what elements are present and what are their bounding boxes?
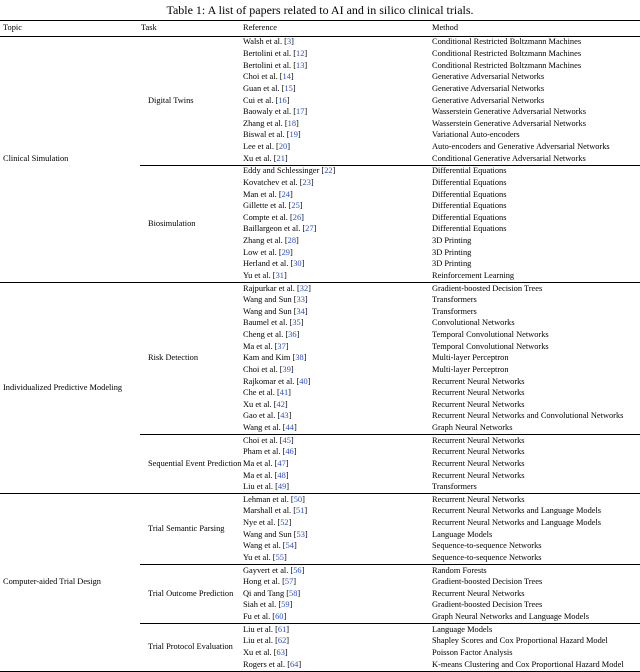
reference-text: Herland et al. [ — [243, 259, 294, 269]
reference-bracket: ] — [285, 470, 289, 480]
method-cell: 3D Printing — [432, 259, 472, 269]
citation-link[interactable]: 15 — [284, 83, 293, 93]
citation-link[interactable]: 46 — [285, 447, 294, 457]
method-cell: Recurrent Neural Networks — [432, 494, 525, 504]
reference-text: Wang et al. [ — [243, 423, 286, 432]
reference-cell — [240, 494, 430, 506]
citation-link[interactable]: 26 — [292, 212, 302, 222]
reference-text: Cui et al. [ — [243, 95, 279, 105]
citation-link[interactable]: 42 — [276, 399, 285, 409]
citation-link[interactable]: 58 — [289, 588, 298, 598]
reference-cell — [240, 118, 430, 130]
reference-cell — [240, 60, 430, 72]
reference-text: Choi et al. [ — [243, 435, 283, 445]
method-cell: Random Forests — [430, 564, 640, 576]
reference-bracket: ] — [286, 95, 290, 105]
reference-cell — [240, 36, 430, 48]
reference-bracket: ] — [293, 447, 297, 457]
reference-cell — [240, 259, 430, 271]
reference-text: Biswal et al. [ — [243, 130, 290, 140]
reference-text: Cheng et al. [ — [243, 330, 289, 339]
citation-link[interactable]: 56 — [293, 565, 302, 575]
reference-text: Yu et al. [ — [243, 552, 276, 562]
reference-text: Yu et al. [ — [243, 270, 276, 280]
citation-link[interactable]: 16 — [278, 95, 287, 105]
citation-link[interactable]: 40 — [299, 376, 308, 386]
reference-bracket: ] — [310, 177, 314, 187]
reference-text: Zhang et al. [ — [243, 236, 288, 245]
reference-cell — [240, 224, 430, 236]
citation-link[interactable]: 30 — [293, 259, 302, 269]
method-cell: Transformers — [432, 482, 477, 492]
citation-link[interactable]: 32 — [299, 283, 309, 293]
task-cell: Digital Twins — [148, 95, 194, 105]
method-cell: Conditional Generative Adversarial Networks — [432, 153, 586, 163]
reference-text: Choi et al. [ — [243, 72, 283, 82]
reference-text: Nye et al. [ — [243, 518, 281, 527]
method-cell: Recurrent Neural Networks — [432, 399, 525, 409]
method-cell: Graph Neural Networks and Language Models — [432, 612, 589, 621]
reference-text: Fu et al. [ — [243, 612, 276, 621]
reference-text: Guan et al. [ — [243, 83, 285, 93]
reference-bracket: ] — [284, 153, 288, 163]
method-cell: Graph Neural Networks — [432, 423, 513, 432]
reference-bracket: ] — [299, 201, 303, 211]
reference-bracket: ] — [286, 636, 290, 646]
citation-link[interactable]: 39 — [282, 364, 291, 374]
method-cell: Generative Adversarial Networks — [432, 95, 545, 105]
reference-cell — [240, 541, 430, 553]
reference-text: Ma et al. [ — [243, 470, 278, 480]
method-cell: Recurrent Neural Networks — [432, 388, 525, 398]
table-row — [0, 494, 640, 506]
method-cell: Recurrent Neural Networks and Language Models — [432, 506, 602, 516]
reference-text: Bertolini et al. [ — [243, 60, 297, 70]
method-cell: Variational Auto-encoders — [432, 130, 520, 140]
method-cell: Reinforcement Learning — [432, 270, 515, 280]
reference-cell — [240, 659, 430, 671]
method-cell: Multi-layer Perceptron — [432, 364, 509, 374]
reference-bracket: ] — [304, 295, 308, 305]
col-header-topic: Topic — [3, 23, 22, 33]
reference-bracket: ] — [293, 423, 297, 432]
reference-cell — [240, 95, 430, 107]
task-cell: Trial Outcome Prediction — [140, 564, 240, 623]
reference-bracket: ] — [288, 411, 292, 421]
reference-cell — [240, 247, 430, 259]
citation-link[interactable]: 19 — [289, 130, 298, 140]
method-cell: Generative Adversarial Networks — [432, 83, 545, 93]
reference-cell — [240, 411, 430, 423]
citation-link[interactable]: 35 — [292, 318, 301, 328]
citation-link[interactable]: 25 — [291, 201, 300, 211]
reference-text: Wang and Sun [ — [243, 529, 297, 539]
reference-text: Qi and Tang [ — [243, 588, 290, 598]
method-cell: Recurrent Neural Networks — [432, 376, 525, 386]
reference-bracket: ] — [289, 189, 293, 199]
reference-bracket: ] — [288, 518, 292, 527]
method-cell: Gradient-boosted Decision Trees — [432, 283, 543, 293]
citation-link[interactable]: 51 — [296, 506, 305, 516]
reference-cell — [240, 341, 430, 353]
citation-link[interactable]: 48 — [277, 470, 286, 480]
reference-bracket: ] — [296, 236, 299, 245]
reference-cell — [240, 435, 430, 447]
reference-bracket: ] — [286, 624, 290, 634]
reference-cell — [240, 282, 430, 294]
reference-cell — [240, 306, 430, 318]
reference-cell — [240, 177, 430, 189]
reference-cell — [240, 577, 430, 589]
reference-text: Pham et al. [ — [243, 447, 286, 457]
reference-cell — [240, 212, 430, 224]
method-cell: Differential Equations — [432, 189, 507, 199]
citation-link[interactable]: 24 — [281, 189, 290, 199]
reference-bracket: ] — [301, 212, 304, 222]
reference-bracket: ] — [289, 600, 293, 610]
method-cell: Auto-encoders and Generative Adversarial Networks — [432, 142, 610, 151]
citation-link[interactable]: 17 — [296, 107, 305, 117]
reference-text: Xu et al. [ — [243, 399, 277, 409]
task-cell: Biosimulation — [140, 165, 240, 282]
reference-cell — [240, 201, 430, 213]
citation-link[interactable]: 33 — [296, 295, 305, 305]
method-cell: Conditional Restricted Boltzmann Machines — [432, 37, 582, 47]
citation-link[interactable]: 54 — [285, 541, 294, 551]
header-row — [0, 21, 640, 37]
method-cell: 3D Printing — [432, 236, 472, 245]
method-cell: Wasserstein Generative Adversarial Networks — [432, 107, 586, 117]
method-cell: Recurrent Neural Networks — [432, 470, 525, 480]
citation-link[interactable]: 18 — [287, 118, 297, 128]
citation-link[interactable]: 43 — [280, 411, 289, 421]
reference-bracket: ] — [303, 353, 307, 363]
reference-bracket: ] — [304, 306, 308, 316]
reference-text: Gillette et al. [ — [243, 201, 292, 211]
reference-bracket: ] — [313, 224, 317, 234]
reference-cell — [240, 647, 430, 659]
reference-text: Gayvert et al. [ — [243, 565, 294, 575]
reference-bracket: ] — [296, 330, 300, 339]
method-cell: Shapley Scores and Cox Proportional Hazard Model — [432, 636, 608, 646]
citation-link[interactable]: 64 — [289, 659, 299, 669]
reference-text: Low et al. [ — [243, 247, 282, 257]
reference-cell — [240, 388, 430, 400]
reference-bracket: ] — [283, 552, 287, 562]
citation-link[interactable]: 23 — [302, 177, 311, 187]
col-header-task: Task — [141, 23, 157, 33]
reference-cell — [240, 130, 430, 142]
reference-text: Wang and Sun [ — [243, 306, 297, 316]
reference-bracket: ] — [302, 494, 305, 504]
reference-cell — [240, 353, 430, 365]
method-cell: Differential Equations — [432, 224, 507, 234]
col-header-reference: Reference — [243, 23, 277, 33]
topic-cell: Computer-aided Trial Design — [3, 577, 101, 587]
citation-link[interactable]: 34 — [296, 306, 305, 316]
citation-link[interactable]: 59 — [281, 600, 290, 610]
method-cell: Generative Adversarial Networks — [432, 72, 545, 82]
papers-table — [0, 20, 640, 672]
reference-bracket: ] — [285, 341, 289, 351]
reference-text: Siah et al. [ — [243, 600, 282, 610]
topic-group — [0, 36, 640, 282]
method-cell: Temporal Convolutional Networks — [432, 341, 549, 351]
reference-cell — [240, 318, 430, 330]
citation-link[interactable]: 20 — [278, 142, 288, 151]
reference-cell — [240, 517, 430, 529]
reference-bracket: ] — [296, 118, 299, 128]
reference-cell — [240, 295, 430, 307]
reference-bracket: ] — [283, 612, 287, 621]
citation-link[interactable]: 31 — [275, 270, 284, 280]
method-cell: Recurrent Neural Networks and Language Models — [432, 518, 602, 527]
topic-group — [0, 282, 640, 493]
method-cell: Language Models — [432, 529, 493, 539]
reference-bracket: ] — [288, 388, 291, 398]
citation-link[interactable]: 57 — [284, 577, 294, 587]
table-row — [0, 282, 640, 294]
citation-link[interactable]: 47 — [277, 458, 286, 468]
reference-bracket: ] — [290, 364, 294, 374]
citation-link[interactable]: 52 — [280, 518, 289, 527]
reference-bracket: ] — [304, 49, 308, 58]
citation-link[interactable]: 29 — [281, 247, 290, 257]
method-cell: Differential Equations — [432, 201, 507, 211]
reference-bracket: ] — [290, 72, 294, 82]
reference-bracket: ] — [298, 659, 302, 669]
method-cell: Conditional Restricted Boltzmann Machines — [432, 60, 582, 70]
citation-link[interactable]: 28 — [287, 236, 297, 245]
reference-cell — [240, 506, 430, 518]
reference-bracket: ] — [286, 482, 290, 492]
method-cell: Gradient-boosted Decision Trees — [432, 600, 543, 610]
citation-link[interactable]: 55 — [275, 552, 284, 562]
citation-link[interactable]: 62 — [277, 636, 287, 646]
reference-text: Baowaly et al. [ — [243, 107, 297, 117]
reference-text: Baillargeon et al. [ — [243, 224, 306, 234]
citation-link[interactable]: 21 — [276, 153, 285, 163]
reference-text: Wang et al. [ — [243, 541, 286, 551]
reference-text: Eddy and Schlessinger [ — [243, 166, 325, 176]
reference-bracket: ] — [287, 142, 290, 151]
reference-cell — [240, 189, 430, 201]
reference-text: Hong et al. [ — [243, 577, 285, 587]
reference-bracket: ] — [293, 541, 297, 551]
method-cell: Differential Equations — [432, 212, 507, 222]
reference-cell — [240, 447, 430, 459]
task-cell: Trial Semantic Parsing — [148, 523, 225, 533]
reference-cell — [240, 611, 430, 623]
reference-text: Xu et al. [ — [243, 153, 277, 163]
reference-cell — [240, 376, 430, 388]
citation-link[interactable]: 22 — [324, 166, 333, 176]
reference-text: Walsh et al. [ — [243, 37, 287, 47]
reference-bracket: ] — [285, 458, 289, 468]
reference-text: Kovatchev et al. [ — [243, 177, 303, 187]
reference-cell — [240, 329, 430, 341]
reference-cell — [240, 107, 430, 119]
task-cell: Risk Detection — [148, 353, 199, 363]
method-cell: Conditional Restricted Boltzmann Machines — [432, 49, 582, 58]
method-cell: Gradient-boosted Decision Trees — [432, 577, 543, 587]
reference-text: Liu et al. [ — [243, 624, 278, 634]
reference-cell — [240, 72, 430, 84]
reference-cell — [240, 470, 430, 482]
reference-text: Ma et al. [ — [243, 458, 278, 468]
reference-cell — [240, 270, 430, 282]
reference-cell — [240, 529, 430, 541]
reference-cell — [240, 564, 430, 576]
reference-cell — [240, 141, 430, 153]
citation-link[interactable]: 3 — [286, 37, 292, 47]
reference-bracket: ] — [291, 37, 294, 47]
reference-bracket: ] — [304, 107, 308, 117]
method-cell: Transformers — [432, 295, 477, 305]
reference-text: Zhang et al. [ — [243, 118, 288, 128]
reference-text: Marshall et al. [ — [243, 506, 297, 516]
citation-link[interactable]: 14 — [282, 72, 291, 82]
method-cell: Wasserstein Generative Adversarial Networks — [432, 118, 586, 128]
reference-cell — [240, 624, 430, 636]
method-cell: Sequence-to-sequence Networks — [432, 541, 542, 551]
reference-bracket: ] — [332, 166, 336, 176]
method-cell: K-means Clustering and Cox Proportional Hazard Model — [432, 659, 624, 669]
reference-text: Xu et al. [ — [243, 647, 277, 657]
citation-link[interactable]: 63 — [276, 647, 285, 657]
citation-link[interactable]: 53 — [296, 529, 305, 539]
reference-bracket: ] — [283, 270, 287, 280]
reference-bracket: ] — [301, 259, 305, 269]
citation-link[interactable]: 36 — [288, 330, 297, 339]
reference-cell — [240, 165, 430, 177]
citation-link[interactable]: 27 — [305, 224, 314, 234]
reference-text: Compte et al. [ — [243, 212, 293, 222]
reference-text: Che et al. [ — [243, 388, 280, 398]
reference-bracket: ] — [289, 247, 293, 257]
method-cell: Recurrent Neural Networks and Convolutional Networks — [432, 411, 624, 421]
reference-bracket: ] — [301, 565, 305, 575]
reference-cell — [240, 600, 430, 612]
reference-text: Liu et al. [ — [243, 636, 278, 646]
reference-bracket: ] — [297, 588, 301, 598]
reference-text: Wang and Sun [ — [243, 295, 297, 305]
reference-cell — [240, 364, 430, 376]
reference-text: Rogers et al. [ — [243, 659, 290, 669]
reference-bracket: ] — [293, 577, 297, 587]
reference-cell — [240, 153, 430, 165]
topic-cell: Individualized Predictive Modeling — [3, 382, 123, 392]
reference-bracket: ] — [307, 376, 311, 386]
reference-text: Liu et al. [ — [243, 482, 278, 492]
reference-cell — [240, 422, 430, 434]
citation-link[interactable]: 44 — [285, 423, 294, 432]
method-cell: Recurrent Neural Networks — [432, 458, 525, 468]
citation-link[interactable]: 13 — [296, 60, 305, 70]
reference-cell — [240, 458, 430, 470]
reference-bracket: ] — [284, 647, 288, 657]
method-cell: Recurrent Neural Networks — [432, 588, 525, 598]
citation-link[interactable]: 38 — [295, 353, 304, 363]
reference-text: Rajpurkar et al. [ — [243, 283, 300, 293]
reference-bracket: ] — [308, 283, 311, 293]
method-cell: Differential Equations — [430, 165, 640, 177]
reference-text: Choi et al. [ — [243, 364, 283, 374]
method-cell: Language Models — [430, 624, 640, 636]
reference-cell — [240, 399, 430, 411]
reference-cell — [240, 636, 430, 648]
reference-text: Man et al. [ — [243, 189, 282, 199]
citation-link[interactable]: 60 — [275, 612, 284, 621]
reference-cell — [240, 48, 430, 60]
reference-cell — [240, 552, 430, 564]
reference-bracket: ] — [292, 83, 296, 93]
method-cell: Recurrent Neural Networks — [430, 435, 640, 447]
citation-link[interactable]: 50 — [293, 494, 303, 504]
topic-group — [0, 494, 640, 671]
reference-cell — [240, 588, 430, 600]
reference-text: Gao et al. [ — [243, 411, 281, 421]
method-cell: Recurrent Neural Networks — [432, 447, 525, 457]
table-row — [0, 36, 640, 48]
citation-link[interactable]: 41 — [279, 388, 289, 398]
method-cell: Differential Equations — [432, 177, 507, 187]
task-cell: Sequential Event Prediction — [140, 435, 240, 494]
method-cell: Poisson Factor Analysis — [432, 647, 513, 657]
method-cell: Temporal Convolutional Networks — [432, 330, 549, 339]
table-header — [0, 21, 640, 37]
reference-bracket: ] — [297, 130, 301, 140]
citation-link[interactable]: 49 — [277, 482, 287, 492]
reference-text: Baumel et al. [ — [243, 318, 293, 328]
citation-link[interactable]: 45 — [282, 435, 291, 445]
reference-bracket: ] — [304, 506, 308, 516]
reference-text: Ma et al. [ — [243, 341, 278, 351]
citation-link[interactable]: 12 — [296, 49, 305, 58]
method-cell: 3D Printing — [432, 247, 472, 257]
table-caption: Table 1: A list of papers related to AI and in silico clinical trials. — [166, 3, 474, 17]
reference-cell — [240, 482, 430, 494]
reference-cell — [240, 235, 430, 247]
topic-cell: Clinical Simulation — [3, 154, 69, 164]
method-cell: Multi-layer Perceptron — [432, 353, 509, 363]
citation-link[interactable]: 61 — [277, 624, 287, 634]
reference-bracket: ] — [284, 399, 288, 409]
reference-bracket: ] — [304, 529, 308, 539]
method-cell: Transformers — [432, 306, 477, 316]
method-cell: Sequence-to-sequence Networks — [432, 552, 542, 562]
reference-bracket: ] — [300, 318, 304, 328]
reference-bracket: ] — [304, 60, 308, 70]
reference-cell — [240, 83, 430, 95]
reference-text: Rajkomar et al. [ — [243, 376, 300, 386]
reference-text: Lehman et al. [ — [243, 494, 294, 504]
reference-bracket: ] — [290, 435, 294, 445]
col-header-method: Method — [432, 23, 459, 33]
method-cell: Convolutional Networks — [432, 318, 515, 328]
reference-text: Lee et al. [ — [243, 142, 279, 151]
reference-text: Kam and Kim [ — [243, 353, 296, 363]
citation-link[interactable]: 37 — [277, 341, 286, 351]
reference-text: Bertolini et al. [ — [243, 49, 297, 58]
task-cell: Trial Protocol Evaluation — [140, 624, 240, 672]
